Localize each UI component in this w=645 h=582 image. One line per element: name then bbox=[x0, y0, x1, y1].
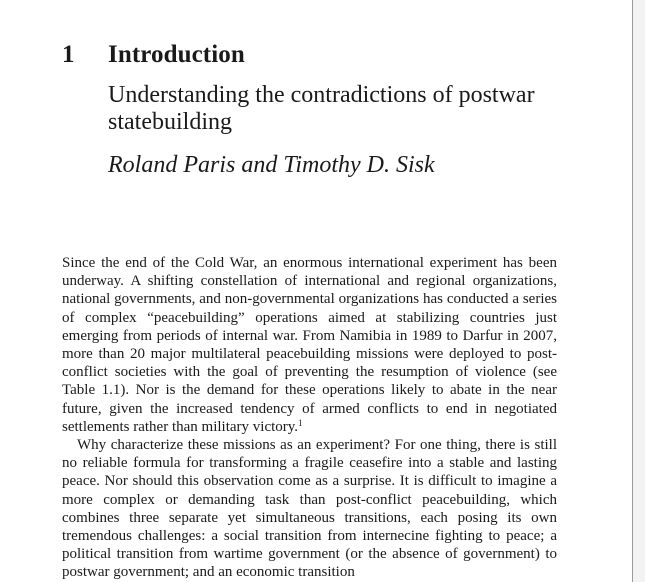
footnote-marker[interactable]: 1 bbox=[298, 417, 303, 428]
paragraph-1 bbox=[62, 254, 557, 436]
chapter-number: 1 bbox=[62, 41, 75, 68]
body-text bbox=[62, 254, 557, 582]
chapter-authors: Roland Paris and Timothy D. Sisk bbox=[108, 152, 435, 178]
chapter-heading bbox=[62, 41, 245, 69]
paragraph-2: Why characterize these missions as an experiment? For one thing, there is still no reliable formula for transforming a fragile ceasefire into a stable and lasting peace. Nor should this observation come as a surprise. It is difficult to imagine a more complex or demanding task than post-conflict peacebuilding, which combines three separate yet simultaneous transitions, each posing its own tremendous challenges: a social transition from internecine fighting to peace; a political transition from wartime government (or the absence of government) to postwar government; and an economic transition bbox=[62, 437, 557, 581]
page-margin bbox=[633, 0, 645, 582]
paragraph-1-text: Since the end of the Cold War, an enormous international experiment has been underway. A shifting constellation of international and regional organizations, national governments, and non-governmental organizations has conducted a series of complex “peacebuilding” operations aimed at stabilizing countries just emerging from periods of internal war. From Namibia in 1989 to Darfur in 2007, more than 20 major multilateral peacebuilding missions were deployed to post-conflict societies with the goal of preventing the resumption of violence (see Table 1.1). Nor is the demand for these operations likely to abate in the near future, given the increased tendency of armed conflicts to end in negotiated settlements rather than military victory. bbox=[62, 255, 557, 435]
chapter-title: Introduction bbox=[108, 41, 245, 68]
chapter-subtitle: Understanding the contradictions of postwar statebuilding bbox=[108, 82, 535, 135]
